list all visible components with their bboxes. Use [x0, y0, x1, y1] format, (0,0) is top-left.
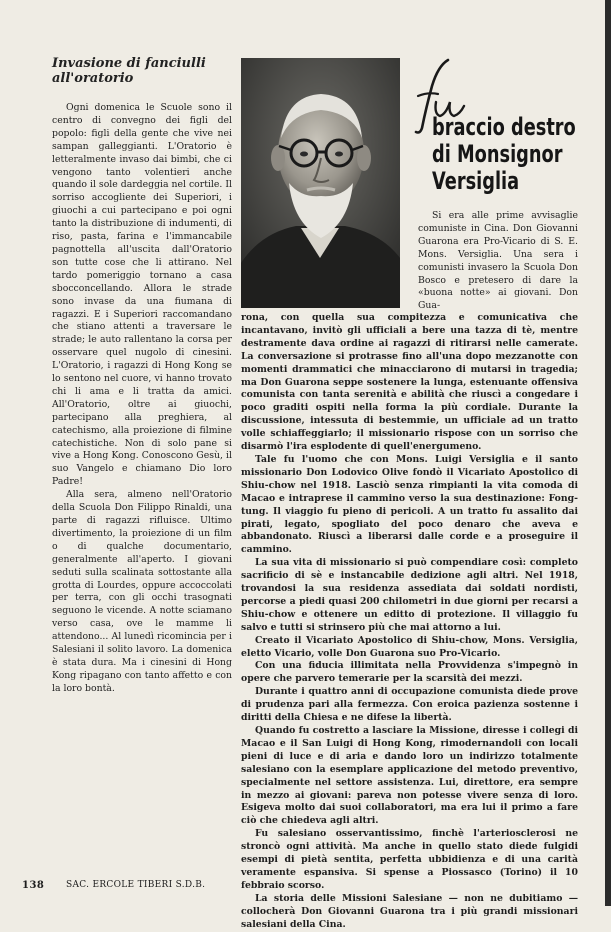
headline-line2: di Monsignor [432, 140, 563, 168]
left-column [52, 56, 232, 696]
body-paragraph-4: Creato il Vicariato Apostolico di Shiu-chow, Mons. Versiglia, eletto Vicario, volle Don Guarona suo Pro-Vicario. [241, 634, 578, 659]
headline-line3: Versiglia [432, 167, 520, 195]
article-body [241, 312, 578, 932]
body-paragraph-1: rona, con quella sua compitezza e comunicativa che incantavano, invitò gli ufficiali a bere una tazza di tè, mentre destramente dava ordine ai ragazzi di ritirarsi nelle camerate. La conversazione si protrasse fino all'una dopo mezzanotte con momenti drammatici che minacciarono di mutarsi in tragedia; ma Don Guarona seppe sostenere la lunga, estenuante offensiva comunista con tanta serenità e abilità che riuscì a congedare i poco graditi ospiti nella forma la più cordiale. Durante la discussione, intessuta di bestemmie, un ufficiale ad un tratto volle schiaffeggiarlo; il missionario rispose con un sorriso che disarmò l'ira esplodente di quell'energumeno. [241, 312, 578, 453]
body-paragraph-3: La sua vita di missionario si può compendiare così: completo sacrificio di sè e instancabile dedizione agli altri. Nel 1918, trovandosi la sua residenza assediata dai soldati nordisti, percorse a piedi quasi 200 chilometri in due giorni per recarsi a Shiu-chow e ottenere un editto di protezione. Il villaggio fu salvo e tutti si strinsero più che mai attorno a lui. [241, 557, 578, 633]
left-paragraph-1: Ogni domenica le Scuole sono il centro di convegno dei figli del popolo: figli della gente che vive nei sampan galleggianti. L'Oratorio è letteralmente invaso dai bimbi, che ci vengono tanto volentieri anche quando il sole dardeggia nel cortile. Il sorriso accogliente dei Superiori, i giuochi a cui partecipano e poi ogni tanto la distribuzione di indumenti, di riso, pasta, farina e l'immancabile pagnottella all'uscita dall'Oratorio son tutte cose che li attirano. Nel tardo pomeriggio tornano a casa sbocconcellando. Allora le strade sono invase da una fiumana di ragazzi. E i Superiori raccomandano che stiano attenti a traversare le strade; le auto rallentano la corsa per osservare quel nugolo di cinesini. L'Oratorio, i ragazzi di Hong Kong se lo sentono nel cuore, vi hanno trovato chi li ama e li tratta da amici. All'Oratorio, oltre ai giuochi, partecipano alla preghiera, al catechismo, alla proiezione di filmine catechistiche. Non di solo pane si vive a Hong Kong. Conoscono Gesù, il suo Vangelo e chiamano Dio loro Padre! [52, 102, 232, 488]
body-paragraph-6: Durante i quattro anni di occupazione comunista diede prove di prudenza pari alla fermezza. Con eroica pazienza sostenne i diritti della Chiesa e ne difese la libertà. [241, 686, 578, 724]
page-edge [605, 0, 611, 906]
page-number: 138 [22, 880, 45, 891]
intro-paragraph: Si era alle prime avvisaglie comuniste in Cina. Don Giovanni Guarona era Pro-Vicario di S. E. Mons. Versiglia. Una sera i comunisti invasero la Scuola Don Bosco e pretesero di dare la «buona notte» ai giovani. Don Gua- [418, 210, 578, 312]
body-paragraph-7: Quando fu costretto a lasciare la Missione, diresse i collegi di Macao e il San Luigi di Hong Kong, rimodernandoli con locali pieni di luce e di aria e dando loro un indirizzo totalmente salesiano con la esemplare applicazione del metodo preventivo, specialmente nel settore assistenza. Lui, direttore, era sempre in mezzo ai giovani: pareva non potesse vivere senza di loro. Esigeva molto dai suoi collaboratori, ma era lui il primo a fare ciò che chiedeva agli altri. [241, 725, 578, 827]
headline-line1: braccio destro [432, 113, 576, 141]
section-title-line2: all'oratorio [52, 71, 134, 86]
body-paragraph-9: La storia delle Missioni Salesiane — non ne dubitiamo — collocherà Don Giovanni Guarona tra i più grandi missionari salesiani della Cina. [241, 892, 578, 930]
author-credit: SAC. ERCOLE TIBERI S.D.B. [66, 880, 206, 890]
body-paragraph-2: Tale fu l'uomo che con Mons. Luigi Versiglia e il santo missionario Don Lodovico Olive fondò il Vicariato Apostolico di Shiu-chow nel 1918. Lasciò senza rimpianti la vita comoda di Macao e intraprese il cammino verso la sua destinazione: Fong-tung. Il viaggio fu pieno di pericoli. A un tratto fu assalito dai pirati, legato, spogliato del poco denaro che aveva e abbandonato. Riuscì a liberarsi dalle corde e a proseguire il cammino. [241, 453, 578, 556]
portrait-photo [241, 58, 400, 308]
body-paragraph-5: Con una fiducia illimitata nella Provvidenza s'impegnò in opere che parvero temerarie per la scarsità dei mezzi. [241, 660, 578, 685]
article-headline [432, 113, 576, 195]
section-title-line1: Invasione di fanciulli [52, 56, 206, 71]
article-intro [418, 210, 578, 313]
body-paragraph-8: Fu salesiano osservantissimo, finchè l'arteriosclerosi ne stroncò ogni attività. Ma anche in quello stato diede fulgidi esempi di pietà sentita, perfetta ubbidienza e di una carità veramente espansiva. Si spense a Piossasco (Torino) il 10 febbraio scorso. [241, 828, 578, 891]
left-paragraph-2: Alla sera, almeno nell'Oratorio della Scuola Don Filippo Rinaldi, una parte di ragazzi rifluisce. Ultimo divertimento, la proiezione di un film o di qualche documentario, generalmente all'aperto. I giovani seduti sulla scalinata sottostante alla grotta di Lourdes, oppure accoccolati per terra, con gli occhi trasognati seguono le vicende. A notte sciamano verso casa, ove le mamme li attendono... Al lunedì ricomincia per i Salesiani il solito lavoro. La domenica è stata dura. Ma i cinesini di Hong Kong ripagano con tanto affetto e con la loro bontà. [52, 489, 232, 694]
section-title [52, 56, 232, 86]
